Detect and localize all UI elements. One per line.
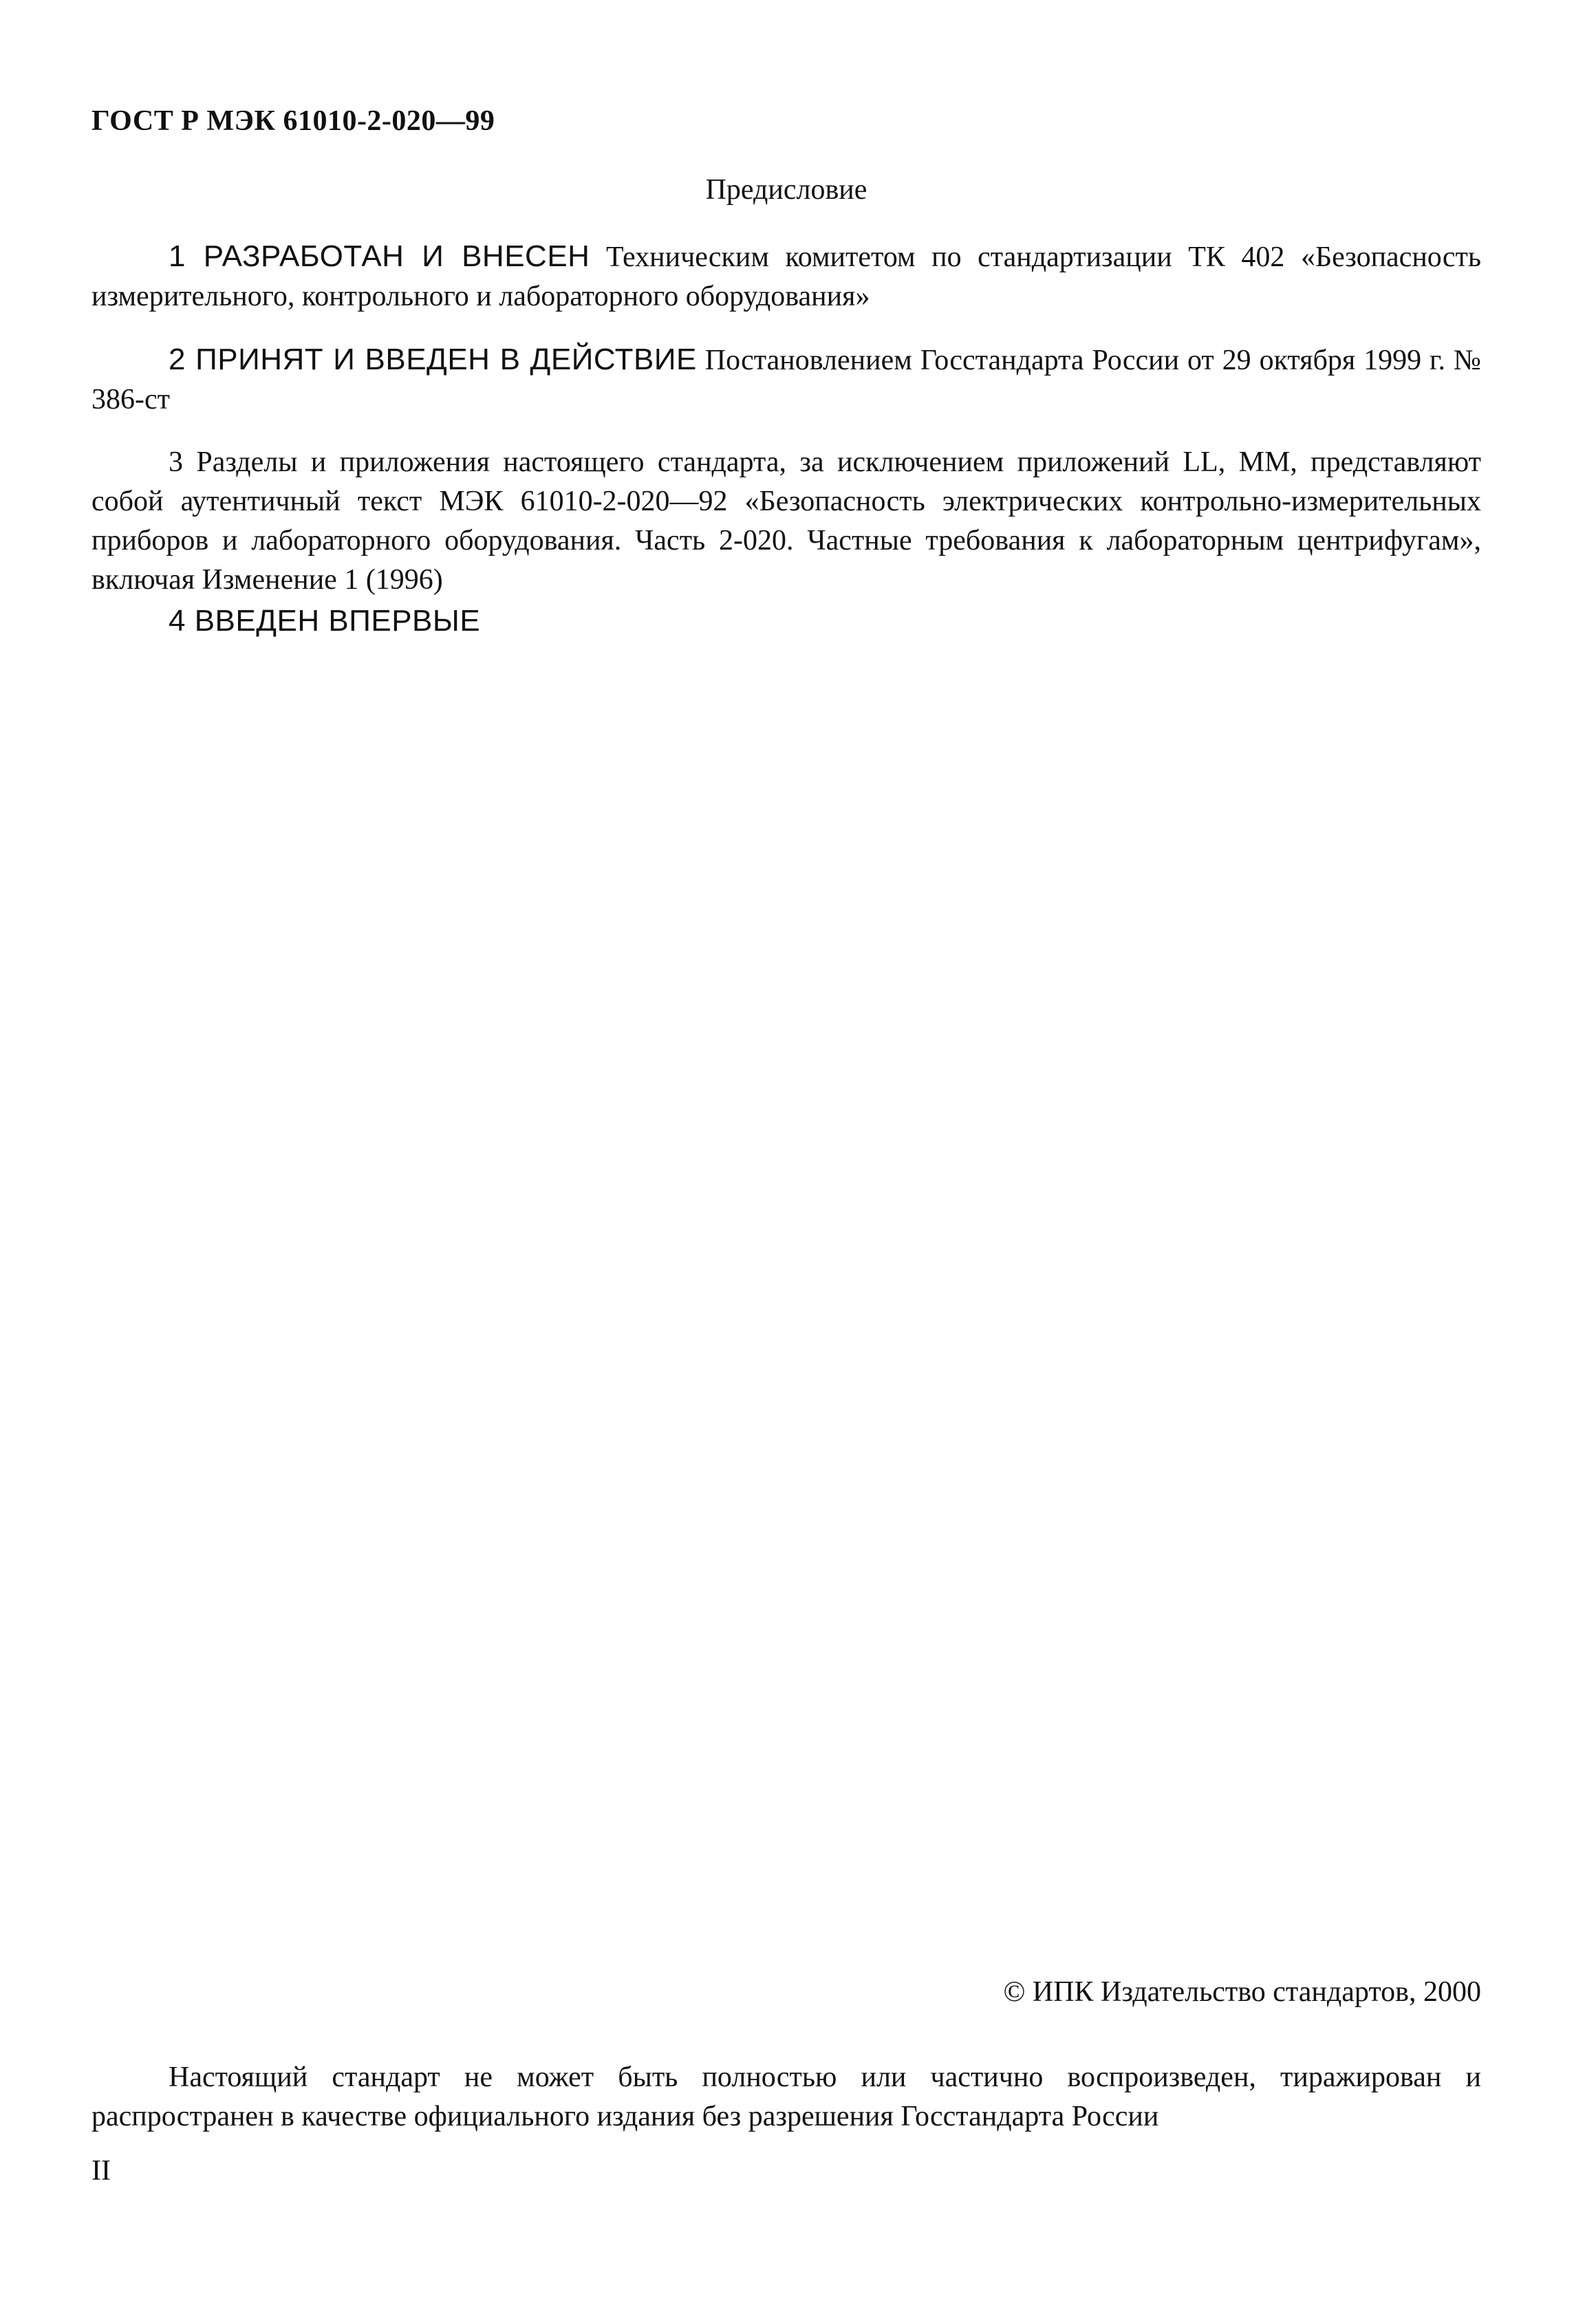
copyright-line: © ИПК Издательство стандартов, 2000	[1003, 1976, 1481, 2008]
foreword-item-3-text: 3 Разделы и приложения настоящего стандарта, за исключением приложений LL, MM, представляют собой аутентичный текст МЭК 61010-2-020—92 «Безопасность электрических контрольно-измерительных приборов и лабораторного оборудования. Часть 2-020. Частные требования к лабораторным центрифугам», включая Изменение 1 (1996)	[91, 446, 1481, 596]
foreword-item-3	[91, 443, 1481, 600]
document-code: ГОСТ Р МЭК 61010-2-020—99	[91, 105, 495, 137]
foreword-item-2-lead: 2 ПРИНЯТ И ВВЕДЕН В ДЕЙСТВИЕ	[169, 343, 697, 376]
page-number: II	[91, 2155, 111, 2187]
foreword-item-1	[91, 237, 1481, 316]
reproduction-notice: Настоящий стандарт не может быть полностью или частично воспроизведен, тиражирован и распространен в качестве официального издания без разрешения Госстандарта России	[91, 2061, 1481, 2132]
foreword-item-4-lead: 4 ВВЕДЕН ВПЕРВЫЕ	[169, 604, 481, 638]
foreword-title: Предисловие	[705, 174, 867, 206]
foreword-item-2	[91, 340, 1481, 420]
foreword-item-4	[91, 601, 1481, 642]
foreword-item-2-text: Постановлением Госстандарта России от 29 октября 1999 г. № 386-ст	[91, 345, 1481, 415]
foreword-item-1-text: Техническим комитетом по стандартизации ТК 402 «Безопасность измерительного, контрольного и лабораторного оборудования»	[91, 241, 1481, 312]
foreword-item-1-lead: 1 РАЗРАБОТАН И ВНЕСЕН	[169, 239, 590, 273]
